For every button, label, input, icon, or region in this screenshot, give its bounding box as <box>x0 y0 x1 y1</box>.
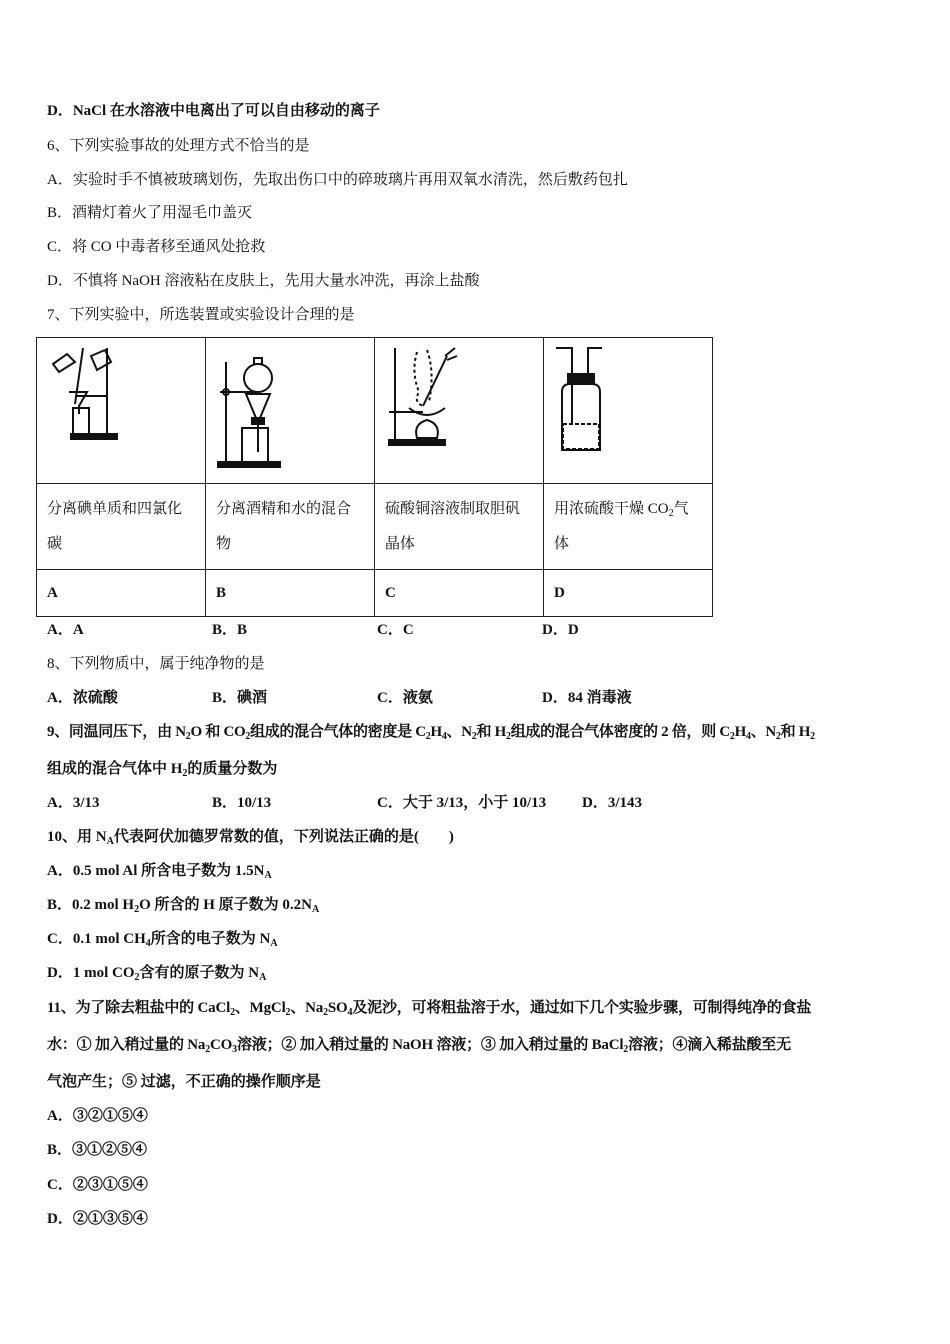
q11-option-c: C．②③①⑤④ <box>47 1177 148 1193</box>
text-run: 、MgCl <box>234 1000 286 1016</box>
text-run: 10、用 N <box>47 829 107 845</box>
text-run: 溶液；② 加入稍过量的 NaOH 溶液；③ 加入稍过量的 BaCl <box>236 1037 624 1053</box>
subscript: A <box>312 904 320 915</box>
subscript: 3 <box>232 1044 237 1055</box>
text-run: H <box>734 724 746 740</box>
text-run: 11、为了除去粗盐中的 CaCl <box>47 1000 231 1016</box>
text-run: A．0.5 mol Al 所含电子数为 1.5N <box>47 863 265 879</box>
text-run: A．实验时手不慎被玻璃划伤，先取出伤口中的碎玻璃片再用双氧水清洗，然后敷药包扎 <box>47 172 628 188</box>
q7-option-c: C．C <box>377 622 414 638</box>
text-run: 9、同温同压下，由 N <box>47 724 186 740</box>
subscript: 2 <box>323 1007 328 1018</box>
q6-option-a <box>47 170 628 190</box>
q9-option-d: D．3/143 <box>582 795 643 811</box>
text-run: O 所含的 H 原子数为 0.2N <box>139 897 313 913</box>
q9-stem-line2 <box>47 759 277 779</box>
cell-letter-d: D <box>544 570 713 617</box>
text-run: 组成的混合气体的密度是 C <box>250 724 426 740</box>
cell-desc-a <box>37 484 206 570</box>
q10-option-d <box>47 963 266 983</box>
text-run: 和 H <box>476 724 507 740</box>
cell-letter-a: A <box>37 570 206 617</box>
q11-option-d: D．②①③⑤④ <box>47 1211 148 1227</box>
q10-option-b <box>47 895 319 915</box>
text-run: 水：① 加入稍过量的 Na <box>47 1037 206 1053</box>
q6-stem <box>47 136 310 156</box>
subscript: 4 <box>347 1007 353 1018</box>
text-run: B．酒精灯着火了用湿毛巾盖灭 <box>47 205 253 221</box>
text-run: SO <box>327 1000 348 1016</box>
q6-option-c <box>47 237 265 257</box>
q11-stem-line3 <box>47 1072 321 1092</box>
text-run: C．将 CO 中毒者移至通风处抢救 <box>47 239 266 255</box>
cell-desc-c <box>375 484 544 570</box>
text-run: C．0.1 mol CH <box>47 931 146 947</box>
text-run: 、Na <box>290 1000 324 1016</box>
text-run: 气泡产生；⑤ 过滤，不正确的操作顺序是 <box>47 1074 321 1090</box>
subscript: 2 <box>471 731 477 742</box>
subscript: A <box>270 938 278 949</box>
q8-option-b: B．碘酒 <box>212 690 268 706</box>
q8-option-d: D．84 消毒液 <box>542 690 632 706</box>
text-run: O 和 CO <box>190 724 246 740</box>
q10-option-c <box>47 929 278 949</box>
subscript: 2 <box>182 768 188 779</box>
text-run: 、N <box>446 724 472 740</box>
q6-option-d <box>47 271 480 291</box>
q9-option-a: A．3/13 <box>47 795 100 811</box>
q7-stem <box>47 305 355 325</box>
q8-stem: 8、下列物质中，属于纯净物的是 <box>47 656 265 672</box>
cell-desc-d <box>544 484 713 570</box>
evaporation-apparatus-icon <box>383 342 473 452</box>
text-run: 和 H <box>780 724 811 740</box>
q10-option-a <box>47 861 272 881</box>
subscript: A <box>106 836 114 847</box>
subscript: 2 <box>810 731 815 742</box>
q9-stem-line1 <box>47 722 815 742</box>
cell-letter-b: B <box>206 570 375 617</box>
subscript: 2 <box>775 731 781 742</box>
subscript: 2 <box>668 507 674 519</box>
filtration-apparatus-icon <box>45 342 125 442</box>
q7-option-d: D．D <box>542 622 579 638</box>
q7-option-a: A．A <box>47 622 84 638</box>
text-run: 组成的混合气体密度的 2 倍，则 C <box>510 724 730 740</box>
subscript: A <box>259 972 267 983</box>
cell-image-d <box>544 338 713 484</box>
text-run: 、N <box>750 724 776 740</box>
subscript: 2 <box>185 731 191 742</box>
subscript: 2 <box>134 904 140 915</box>
q11-stem-line2 <box>47 1035 791 1055</box>
subscript: 4 <box>441 731 447 742</box>
cell-letter-c: C <box>375 570 544 617</box>
text-run: 代表阿伏加德罗常数的值，下列说法正确的是( ) <box>113 829 454 845</box>
cell-image-c <box>375 338 544 484</box>
subscript: 2 <box>134 972 140 983</box>
subscript: 2 <box>205 1044 211 1055</box>
subscript: 2 <box>729 731 735 742</box>
text-run: 组成的混合气体中 H <box>47 761 183 777</box>
q8-option-a: A．浓硫酸 <box>47 690 118 706</box>
text-run: 的质量分数为 <box>187 761 278 777</box>
text-run: D．1 mol CO <box>47 965 135 981</box>
q10-stem <box>47 827 454 847</box>
text-run: 硫酸铜溶液制取胆矾晶体 <box>385 500 521 552</box>
q7-apparatus-table <box>36 337 713 617</box>
text-run: D．NaCl 在水溶液中电离出了可以自由移动的离子 <box>47 103 380 119</box>
text-run: 气体 <box>554 500 689 552</box>
q7-option-b: B．B <box>212 622 248 638</box>
text-run: 分离碘单质和四氯化碳 <box>47 500 183 552</box>
text-run: 含有的原子数为 N <box>139 965 260 981</box>
cell-image-a <box>37 338 206 484</box>
text-run: 用浓硫酸干燥 CO <box>554 500 669 517</box>
gas-washing-bottle-icon <box>552 342 622 462</box>
text-run: D．不慎将 NaOH 溶液粘在皮肤上，先用大量水冲洗，再涂上盐酸 <box>47 273 480 289</box>
q11-option-b: B．③①②⑤④ <box>47 1142 148 1158</box>
subscript: 2 <box>506 731 511 742</box>
text-run: 溶液；④滴入稀盐酸至无 <box>628 1037 791 1053</box>
q11-stem-line1 <box>47 998 811 1018</box>
text-run: 所含的电子数为 N <box>150 931 271 947</box>
subscript: A <box>264 870 272 881</box>
text-run: 7、下列实验中，所选装置或实验设计合理的是 <box>47 307 355 323</box>
separatory-funnel-apparatus-icon <box>214 342 294 472</box>
subscript: 2 <box>285 1007 291 1018</box>
q8-option-c: C．液氨 <box>377 690 433 706</box>
text-run: H <box>430 724 442 740</box>
text-run: 及泥沙，可将粗盐溶于水，通过如下几个实验步骤，可制得纯净的食盐 <box>352 1000 812 1016</box>
text-run: 分离酒精和水的混合物 <box>216 500 352 552</box>
cell-desc-b <box>206 484 375 570</box>
subscript: 4 <box>145 938 151 949</box>
subscript: 2 <box>245 731 251 742</box>
q9-option-c: C．大于 3/13，小于 10/13 <box>377 795 547 811</box>
q5-option-d <box>47 101 380 121</box>
subscript: 2 <box>623 1044 629 1055</box>
subscript: 2 <box>230 1007 235 1018</box>
subscript: 2 <box>425 731 431 742</box>
text-run: B．0.2 mol H <box>47 897 135 913</box>
q11-option-a: A．③②①⑤④ <box>47 1108 148 1124</box>
q6-option-b <box>47 203 252 223</box>
text-run: 6、下列实验事故的处理方式不恰当的是 <box>47 138 310 154</box>
cell-image-b <box>206 338 375 484</box>
subscript: 4 <box>745 731 751 742</box>
q9-option-b: B．10/13 <box>212 795 272 811</box>
text-run: CO <box>210 1037 233 1053</box>
